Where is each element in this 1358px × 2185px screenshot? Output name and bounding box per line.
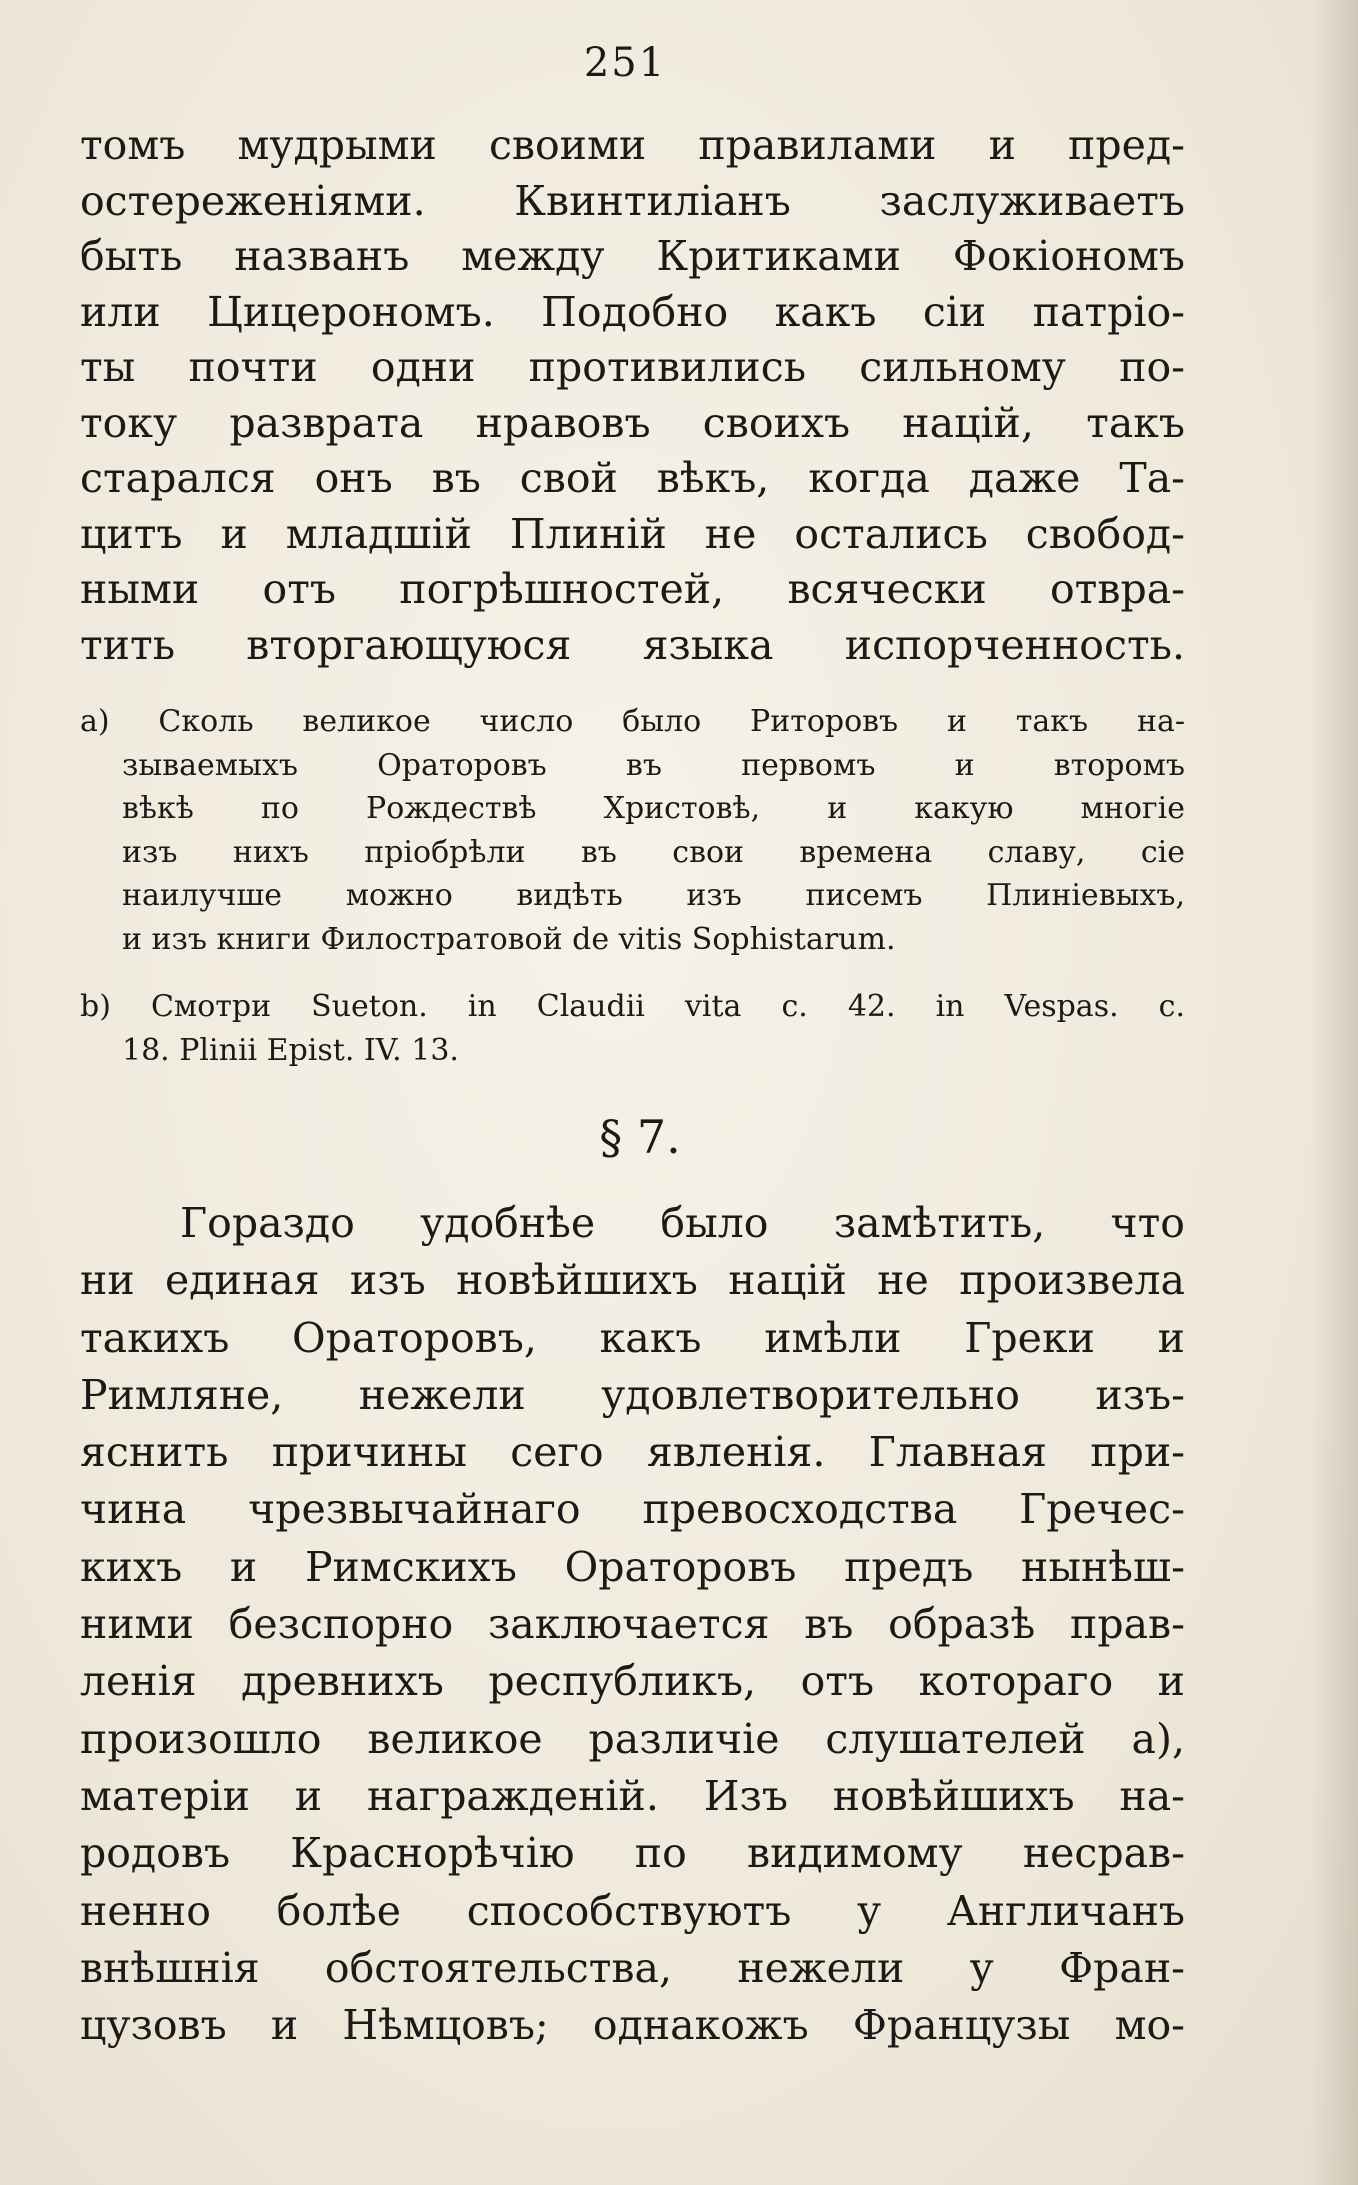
footnote-a [80, 700, 1185, 961]
footnote-line: изъ нихъ пріобрѣли въ свои времена славу, сіе [122, 834, 1185, 870]
footnote-line: зываемыхъ Ораторовъ въ первомъ и второмъ [122, 747, 1185, 783]
text-line: родовъ Краснорѣчію по видимому несрав- [80, 1829, 1185, 1878]
text-line: цузовъ и Нѣмцовъ; однакожъ Французы мо- [80, 2001, 1185, 2050]
section-heading: § 7. [599, 1110, 681, 1164]
footnote-b [80, 985, 1185, 1072]
text-line: Гораздо удобнѣе было замѣтить, что [180, 1199, 1185, 1247]
text-line: току разврата нравовъ своихъ націй, такъ [80, 398, 1185, 447]
text-line: ни единая изъ новѣйшихъ націй не произвела [80, 1256, 1185, 1305]
text-line: яснить причины сего явленія. Главная при- [80, 1428, 1185, 1477]
page-edge-shadow [1310, 0, 1358, 2185]
paragraph-top [80, 118, 1185, 673]
text-line: ленія древнихъ республикъ, отъ котораго и [80, 1657, 1185, 1706]
text-line: ты почти одни противились сильному по- [80, 343, 1185, 391]
footnote-line: наилучше можно видѣть изъ писемъ Плиніевыхъ, [122, 878, 1185, 913]
text-line: матеріи и награжденій. Изъ новѣйшихъ на- [80, 1771, 1185, 1820]
text-line: старался онъ въ свой вѣкъ, когда даже Та- [80, 454, 1185, 502]
paragraph-bottom [80, 1195, 1185, 2054]
text-line: Римляне, нежели удовлетворительно изъ- [80, 1370, 1185, 1419]
text-line: ними безспорно заключается въ образѣ прав- [80, 1600, 1185, 1649]
text-line: цитъ и младшій Плиній не остались свобод- [80, 509, 1185, 558]
footnotes [80, 700, 1185, 1072]
text-line: быть названъ между Критиками Фокіономъ [80, 232, 1185, 280]
text-line: кихъ и Римскихъ Ораторовъ предъ нынѣш- [80, 1542, 1185, 1591]
text-line: такихъ Ораторовъ, какъ имѣли Греки и [80, 1313, 1185, 1362]
text-line: внѣшнія обстоятельства, нежели у Фран- [80, 1943, 1185, 1992]
footnote-line: вѣкѣ по Рождествѣ Христовѣ, и какую многіе [122, 791, 1185, 826]
text-line: или Цицерономъ. Подобно какъ сіи патріо- [80, 287, 1185, 336]
text-line: остереженіями. Квинтиліанъ заслуживаетъ [80, 176, 1185, 225]
footnote-line: b) Смотри Sueton. in Claudii vita c. 42. in Vespas. c. [80, 989, 1185, 1024]
page-number: 251 [583, 40, 667, 86]
text-line: ными отъ погрѣшностей, всячески отвра- [80, 565, 1185, 613]
footnote-line: a) Сколь великое число было Риторовъ и такъ на- [80, 704, 1185, 739]
text-line: произошло великое различіе слушателей a), [80, 1714, 1185, 1763]
text-line: ненно болѣе способствуютъ у Англичанъ [80, 1886, 1185, 1935]
text-line: чина чрезвычайнаго превосходства Гречес- [80, 1485, 1185, 1534]
text-line: томъ мудрыми своими правилами и пред- [80, 121, 1185, 169]
footnote-line: и изъ книги Филостратовой de vitis Sophistarum. [122, 921, 896, 957]
footnote-line: 18. Plinii Epist. IV. 13. [122, 1032, 459, 1068]
text-line: тить вторгающуюся языка испорченность. [80, 620, 1185, 669]
